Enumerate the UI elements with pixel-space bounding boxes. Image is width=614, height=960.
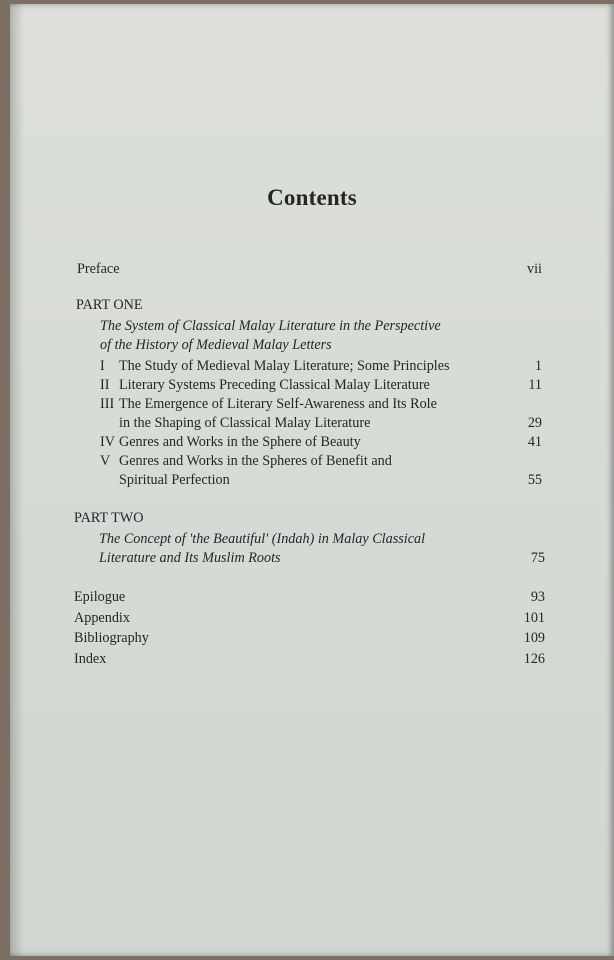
book-page: [10, 4, 614, 956]
toc-bibliography-label: Bibliography: [74, 630, 149, 646]
chapter-page: 1: [534, 358, 542, 374]
chapter-number: IV: [100, 434, 115, 450]
part-two-heading: PART TWO: [74, 510, 144, 526]
chapter-number: V: [100, 453, 111, 469]
chapter-title: The Emergence of Literary Self-Awareness and Its Role: [119, 396, 437, 412]
chapter-number: II: [100, 377, 110, 393]
part-one-subtitle-line1: The System of Classical Malay Literature in the Perspective: [100, 318, 441, 334]
toc-epilogue-label: Epilogue: [74, 589, 126, 605]
chapter-page: 11: [528, 377, 542, 393]
toc-appendix-label: Appendix: [74, 610, 130, 626]
chapter-title: Literary Systems Preceding Classical Malay Literature: [119, 377, 430, 393]
chapter-number: I: [100, 358, 105, 374]
part-one-subtitle-line2: of the History of Medieval Malay Letters: [100, 337, 332, 353]
page-title: Contents: [267, 185, 357, 210]
chapter-title: Genres and Works in the Sphere of Beauty: [119, 434, 361, 450]
toc-epilogue-page: 93: [530, 589, 545, 605]
part-two-page: 75: [530, 550, 545, 566]
chapter-number: III: [100, 396, 115, 412]
toc-preface-page: vii: [527, 261, 542, 277]
part-one-heading: PART ONE: [76, 297, 143, 313]
toc-index-label: Index: [74, 651, 107, 667]
toc-appendix-page: 101: [523, 610, 545, 626]
chapter-page: 41: [527, 434, 542, 450]
toc-preface-label: Preface: [77, 261, 120, 277]
toc-bibliography-page: 109: [523, 630, 545, 646]
part-two-subtitle-line1: The Concept of 'the Beautiful' (Indah) in Malay Classical: [99, 531, 426, 547]
part-two-subtitle-line2: Literature and Its Muslim Roots: [99, 550, 281, 566]
chapter-title-continued: Spiritual Perfection: [119, 472, 230, 488]
chapter-page: 55: [527, 472, 542, 488]
toc-index-page: 126: [523, 651, 545, 667]
chapter-page: 29: [527, 415, 542, 431]
chapter-title: The Study of Medieval Malay Literature; Some Principles: [119, 358, 450, 374]
chapter-title-continued: in the Shaping of Classical Malay Literature: [119, 415, 371, 431]
chapter-title: Genres and Works in the Spheres of Benefit and: [119, 453, 392, 469]
